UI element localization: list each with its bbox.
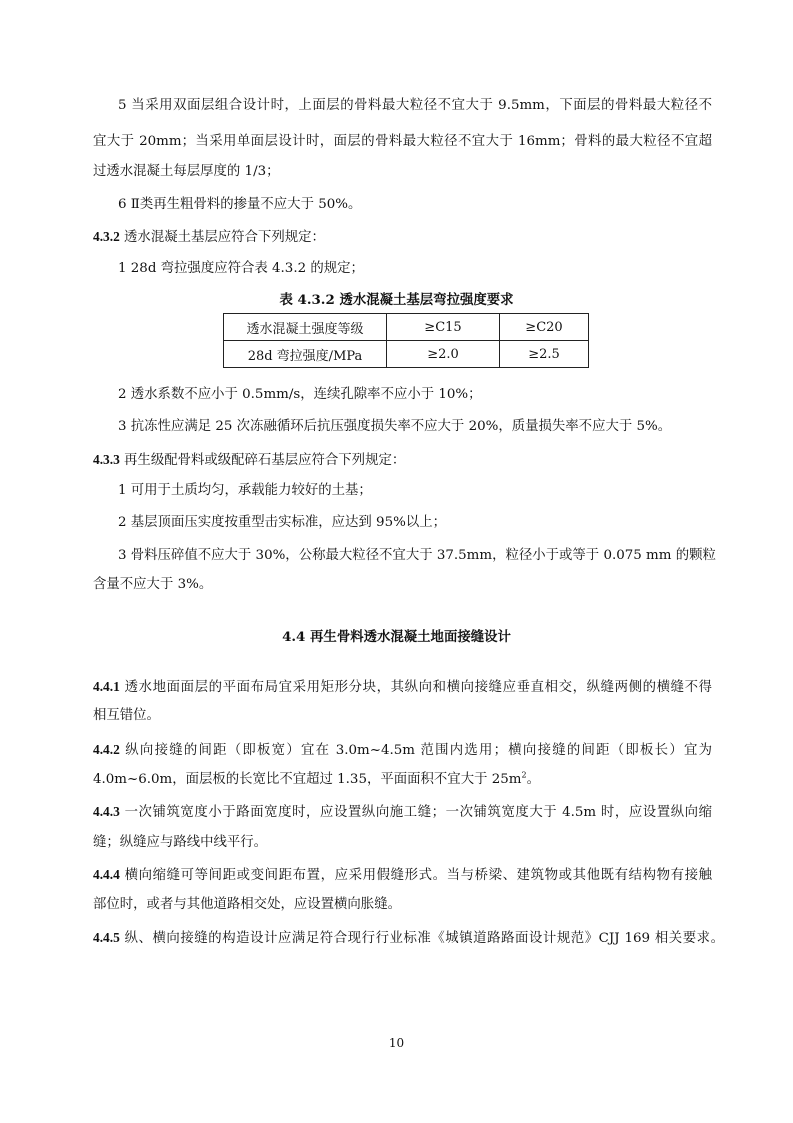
- clause-4-4-2-line1: [93, 741, 712, 760]
- clause-4-4-1-line1: [93, 678, 712, 697]
- table-cell: 透水混凝土强度等级: [224, 314, 387, 341]
- table-cell: ≥2.0: [387, 341, 500, 368]
- item6: 6 Ⅱ类再生粗骨料的掺量不应大于 50%。: [118, 197, 362, 212]
- table-cell: ≥C15: [387, 314, 500, 341]
- clause-number: 4.4.4: [93, 867, 120, 882]
- clause-4-4-2-line2: [93, 771, 540, 789]
- section-heading: 4.4 再生骨料透水混凝土地面接缝设计: [282, 629, 511, 645]
- clause-4-4-1-line2: 相互错位。: [93, 708, 160, 723]
- table-row: [224, 341, 589, 368]
- clause-number: 4.3.2: [93, 229, 120, 244]
- clause-4-3-3-item2: 2 基层顶面压实度按重型击实标准，应达到 95%以上；: [118, 515, 446, 530]
- clause-number: 4.3.3: [93, 452, 120, 467]
- item5-line1: 5 当采用双面层组合设计时，上面层的骨料最大粒径不宜大于 9.5mm，下面层的骨料最大粒径不: [118, 98, 712, 113]
- clause-text: 一次铺筑宽度小于路面宽度时，应设置纵向施工缝；一次铺筑宽度大于 4.5m 时，应设置纵向缩: [119, 805, 712, 820]
- item5-line2: 宜大于 20mm；当采用单面层设计时，面层的骨料最大粒径不宜大于 16mm；骨料的最大粒径不宜超: [93, 134, 712, 149]
- clause-text: 4.0m~6.0m，面层板的长宽比不宜超过 1.35，平面面积不宜大于 25m: [93, 772, 522, 787]
- clause-4-3-2-item2: 2 透水系数不应小于 0.5mm/s，连续孔隙率不应小于 10%；: [118, 387, 482, 402]
- clause-text: 透水混凝土基层应符合下列规定：: [119, 230, 325, 245]
- clause-4-3-2-item1: 1 28d 弯拉强度应符合表 4.3.2 的规定；: [118, 261, 364, 276]
- clause-text: 透水地面面层的平面布局宜采用矩形分块，其纵向和横向接缝应垂直相交，纵缝两侧的横缝不得: [119, 680, 712, 695]
- page-number: 10: [388, 1036, 405, 1050]
- clause-4-3-3-item3-line2: 含量不应大于 3%。: [93, 577, 213, 592]
- item5-line3: 过透水混凝土每层厚度的 1/3；: [93, 164, 280, 179]
- clause-number: 4.4.3: [93, 804, 120, 819]
- strength-table: [223, 313, 589, 368]
- table-cell: ≥C20: [500, 314, 589, 341]
- clause-text: 纵向接缝的间距（即板宽）宜在 3.0m~4.5m 范围内选用；横向接缝的间距（即板长）宜为: [119, 743, 712, 758]
- table-row: [224, 314, 589, 341]
- clause-4-4-3-line2: 缝；纵缝应与路线中线平行。: [93, 835, 268, 850]
- clause-4-3-2-item3: 3 抗冻性应满足 25 次冻融循环后抗压强度损失率不应大于 20%，质量损失率不应大于 5%。: [118, 419, 672, 434]
- clause-text: 再生级配骨料或级配碎石基层应符合下列规定：: [119, 453, 406, 468]
- clause-4-4-3-line1: [93, 803, 712, 822]
- clause-4-4-5: [93, 929, 724, 948]
- clause-text: 纵、横向接缝的构造设计应满足符合现行行业标准《城镇道路路面设计规范》CJJ 169 相关要求。: [119, 931, 724, 946]
- table-caption: 表 4.3.2 透水混凝土基层弯拉强度要求: [279, 292, 514, 308]
- clause-4-3-3: [93, 451, 405, 470]
- clause-text: 横向缩缝可等间距或变间距布置，应采用假缝形式。当与桥梁、建筑物或其他既有结构物有接触: [119, 868, 712, 883]
- clause-number: 4.4.5: [93, 930, 120, 945]
- table-cell: ≥2.5: [500, 341, 589, 368]
- clause-4-4-4-line1: [93, 866, 712, 885]
- clause-number: 4.4.1: [93, 679, 120, 694]
- clause-4-3-3-item1: 1 可用于土质均匀，承载能力较好的土基；: [118, 483, 372, 498]
- clause-4-3-3-item3-line1: 3 骨料压碎值不应大于 30%，公称最大粒径不宜大于 37.5mm，粒径小于或等于 0.075 mm 的颗粒: [118, 548, 716, 563]
- clause-text: 。: [526, 772, 540, 787]
- table-cell: 28d 弯拉强度/MPa: [224, 341, 387, 368]
- clause-number: 4.4.2: [93, 742, 120, 757]
- clause-4-3-2: [93, 228, 325, 247]
- clause-4-4-4-line2: 部位时，或者与其他道路相交处，应设置横向胀缝。: [93, 897, 401, 912]
- superscript: 2: [521, 770, 527, 780]
